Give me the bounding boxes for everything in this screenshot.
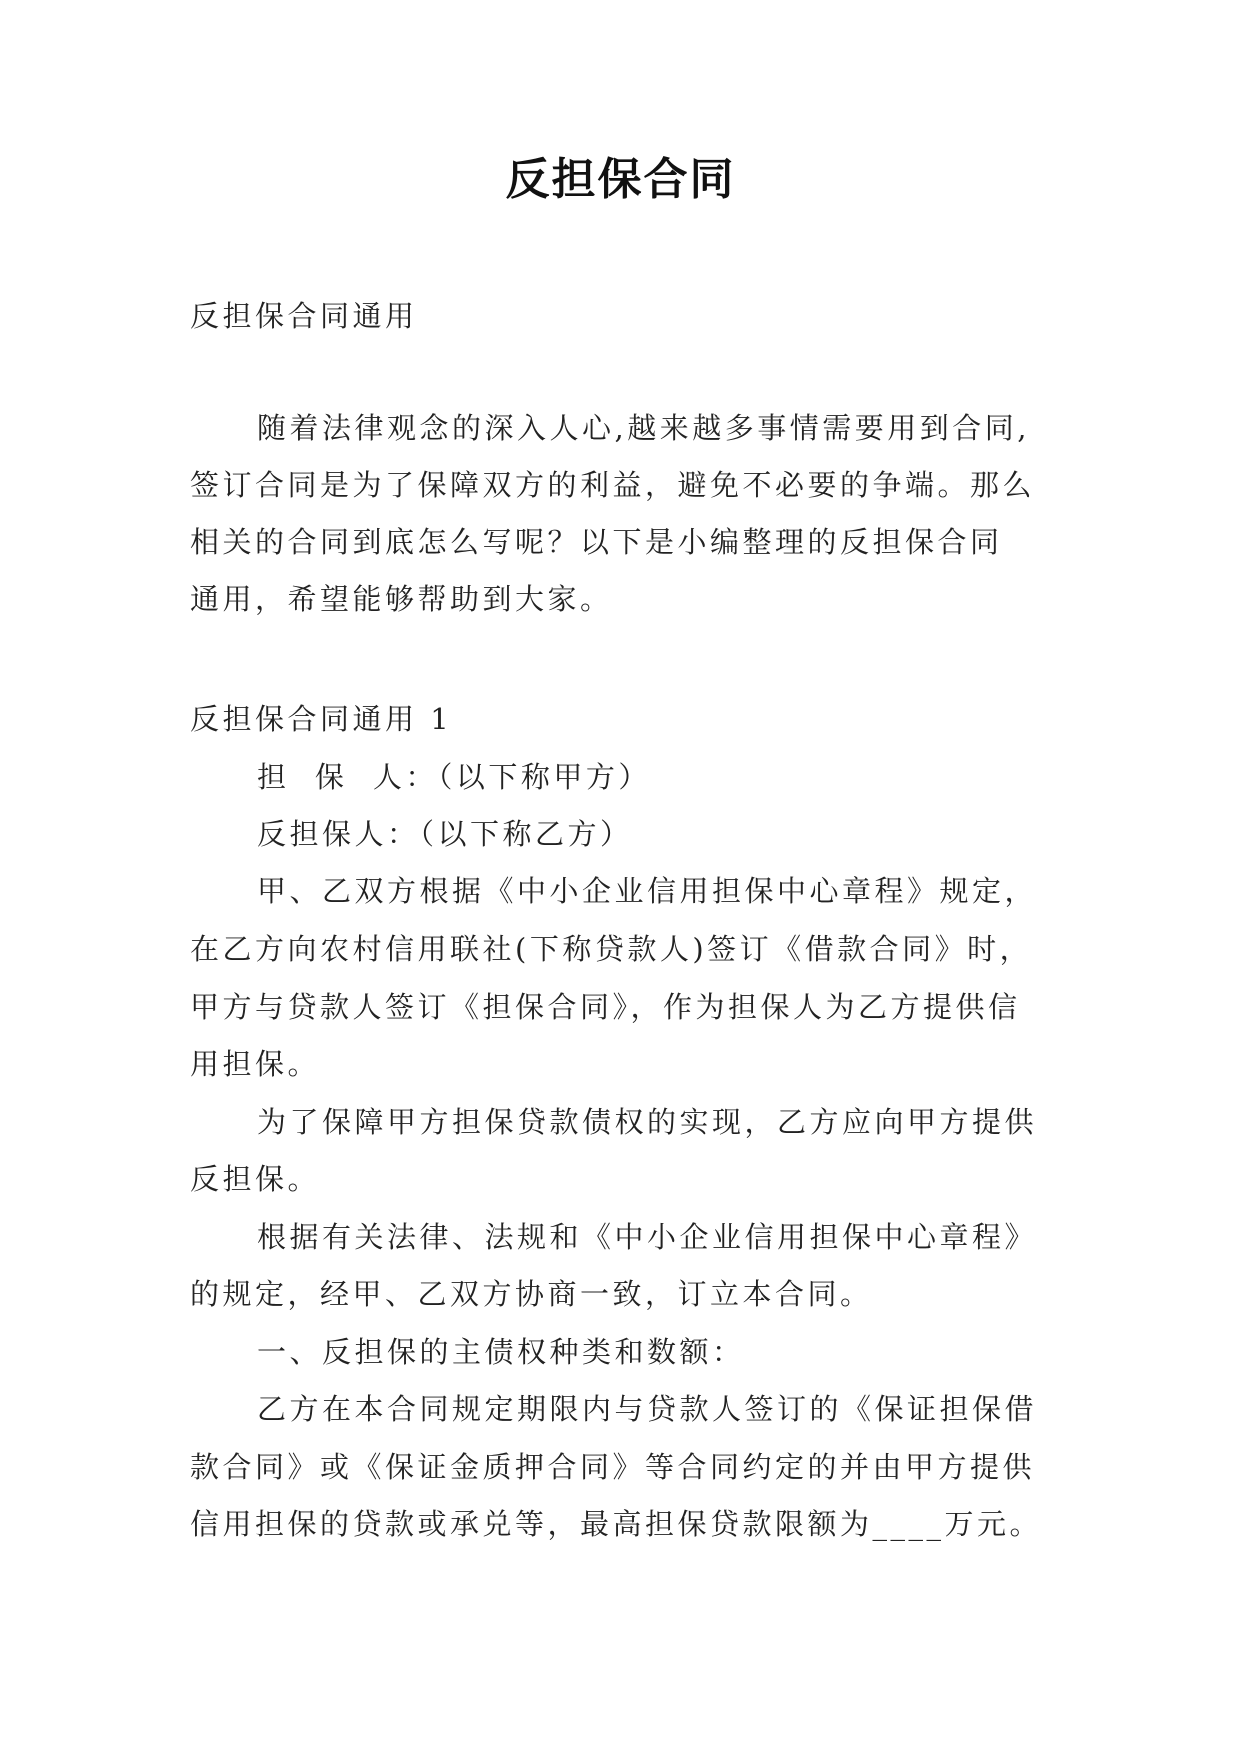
document-subtitle: 反担保合同通用 xyxy=(190,299,418,333)
intro-line: 签订合同是为了保障双方的利益，避免不必要的争端。那么 xyxy=(190,468,1036,502)
intro-line: 随着法律观念的深入人心,越来越多事情需要用到合同, xyxy=(257,411,1030,445)
section-heading: 反担保合同通用 1 xyxy=(190,702,453,736)
body-line: 在乙方向农村信用联社(下称贷款人)签订《借款合同》时， xyxy=(190,932,1033,966)
body-line: 反担保。 xyxy=(190,1162,321,1196)
party-line-counter-guarantor: 反担保人：（以下称乙方） xyxy=(257,817,633,851)
body-line: 用担保。 xyxy=(190,1047,321,1081)
body-line: 款合同》或《保证金质押合同》等合同约定的并由甲方提供 xyxy=(190,1450,1036,1484)
body-line: 甲方与贷款人签订《担保合同》，作为担保人为乙方提供信 xyxy=(190,990,1021,1024)
body-line: 的规定，经甲、乙双方协商一致，订立本合同。 xyxy=(190,1277,873,1311)
document-title: 反担保合同 xyxy=(505,154,736,205)
body-line: 信用担保的贷款或承兑等，最高担保贷款限额为____万元。 xyxy=(190,1507,1043,1541)
body-line: 乙方在本合同规定期限内与贷款人签订的《保证担保借 xyxy=(257,1392,1038,1426)
intro-line: 通用，希望能够帮助到大家。 xyxy=(190,582,613,616)
body-line: 根据有关法律、法规和《中小企业信用担保中心章程》 xyxy=(257,1220,1038,1254)
body-line: 甲、乙双方根据《中小企业信用担保中心章程》规定， xyxy=(257,874,1038,908)
party-line-guarantor: 担 保 人：（以下称甲方） xyxy=(257,760,651,794)
body-line: 为了保障甲方担保贷款债权的实现，乙方应向甲方提供 xyxy=(257,1105,1038,1139)
clause-heading: 一、反担保的主债权种类和数额： xyxy=(257,1335,745,1369)
intro-line: 相关的合同到底怎么写呢？以下是小编整理的反担保合同 xyxy=(190,525,1003,559)
